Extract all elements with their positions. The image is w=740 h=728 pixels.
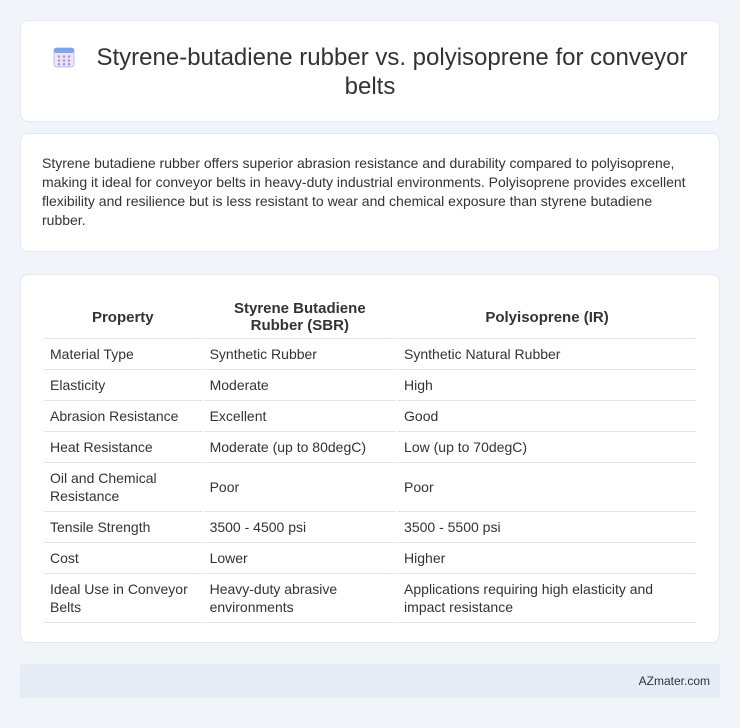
cell-ir: Poor [398,463,696,512]
cell-ir: Good [398,401,696,432]
header-ir: Polyisoprene (IR) [398,296,696,339]
cell-sbr: Lower [204,543,396,574]
table-row [44,370,696,401]
table-row [44,574,696,623]
cell-ir: Low (up to 70degC) [398,432,696,463]
cell-property: Tensile Strength [44,512,202,543]
cell-sbr: Poor [204,463,396,512]
summary-card [20,133,720,252]
cell-property: Oil and Chemical Resistance [44,463,202,512]
cell-property: Elasticity [44,370,202,401]
cell-ir: Higher [398,543,696,574]
comparison-card [20,274,720,643]
cell-sbr: Heavy-duty abrasive environments [204,574,396,623]
cell-property: Material Type [44,339,202,370]
cell-ir: High [398,370,696,401]
page-title [51,43,689,101]
footer-site-link[interactable]: AZmater.com [638,674,710,688]
cell-sbr: 3500 - 4500 psi [204,512,396,543]
cell-property: Ideal Use in Conveyor Belts [44,574,202,623]
cell-sbr: Moderate [204,370,396,401]
calendar-grid-icon [53,46,75,68]
table-row [44,339,696,370]
summary-text: Styrene butadiene rubber offers superior abrasion resistance and durability compared to polyisoprene, making it ideal for conveyor belts in heavy-duty industrial environments. Polyisoprene provides excellent flexibility and resilience but is less resistant to wear and chemical exposure than styrene butadiene rubber. [42,155,686,228]
table-row [44,512,696,543]
cell-sbr: Moderate (up to 80degC) [204,432,396,463]
table-row [44,543,696,574]
table-row [44,432,696,463]
cell-sbr: Excellent [204,401,396,432]
cell-ir: Applications requiring high elasticity and impact resistance [398,574,696,623]
header-property: Property [44,296,202,339]
cell-ir: 3500 - 5500 psi [398,512,696,543]
cell-property: Abrasion Resistance [44,401,202,432]
table-header-row [44,296,696,339]
table-row [44,401,696,432]
cell-property: Heat Resistance [44,432,202,463]
cell-property: Cost [44,543,202,574]
page-title-text: Styrene-butadiene rubber vs. polyisoprene for conveyor belts [96,44,688,100]
cell-ir: Synthetic Natural Rubber [398,339,696,370]
cell-sbr: Synthetic Rubber [204,339,396,370]
header-sbr: Styrene Butadiene Rubber (SBR) [204,296,396,339]
table-row [44,463,696,512]
title-card [20,20,720,122]
comparison-table [42,296,698,623]
footer [20,664,720,698]
